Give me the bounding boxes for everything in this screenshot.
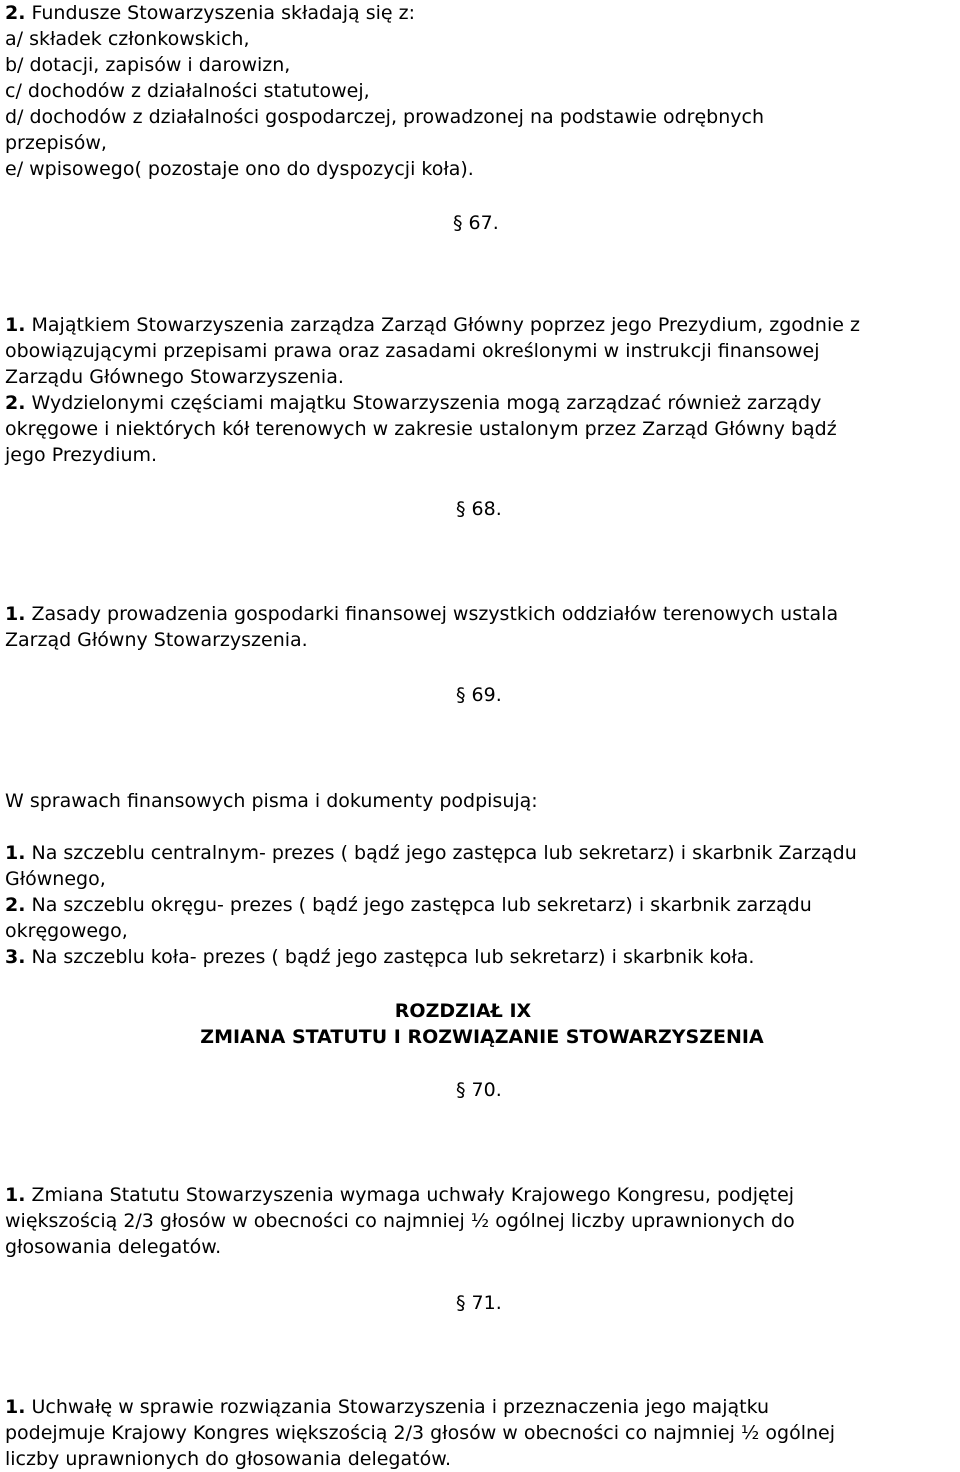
item-text: Majątkiem Stowarzyszenia zarządza Zarząd Główny poprzez jego Prezydium, zgodnie z — [31, 314, 860, 336]
p70-item-1-line: większością 2/3 głosów w obecności co najmniej ½ ogólnej liczby uprawnionych do — [5, 1210, 795, 1232]
p70-item-1-line: głosowania delegatów. — [5, 1236, 222, 1258]
item-text: Zmiana Statutu Stowarzyszenia wymaga uchwały Krajowego Kongresu, podjętej — [31, 1184, 795, 1206]
chapter-subtitle: ZMIANA STATUTU I ROZWIĄZANIE STOWARZYSZENIA — [200, 1026, 764, 1048]
section-symbol: § — [456, 1079, 466, 1101]
paragraph-heading-69 — [456, 682, 656, 708]
p68-item-1-line: Zarząd Główny Stowarzyszenia. — [5, 629, 308, 651]
item-text: Na szczeblu okręgu- prezes ( bądź jego zastępca lub sekretarz) i skarbnik zarządu — [31, 894, 812, 916]
p69-item-3-line — [5, 944, 960, 970]
item-number: 1. — [5, 603, 26, 625]
p69-item-1-line: Głównego, — [5, 868, 106, 890]
paragraph-number: 70. — [471, 1079, 502, 1101]
paragraph-number: 71. — [471, 1292, 502, 1314]
section-symbol: § — [453, 212, 463, 234]
item-number: 3. — [5, 946, 26, 968]
item-text: Zasady prowadzenia gospodarki finansowej wszystkich oddziałów terenowych ustala — [31, 603, 839, 625]
p71-item-1-line: liczby uprawnionych do głosowania delegatów. — [5, 1448, 452, 1470]
paragraph-heading-71 — [456, 1290, 656, 1316]
section-symbol: § — [456, 498, 466, 520]
p67-item-2-line: jego Prezydium. — [5, 444, 158, 466]
p69-item-1-line — [5, 840, 960, 866]
p68-item-1-line — [5, 601, 960, 627]
item-text: Uchwałę w sprawie rozwiązania Stowarzyszenia i przeznaczenia jego majątku — [31, 1396, 770, 1418]
funds-list-item: e/ wpisowego( pozostaje ono do dyspozycji koła). — [5, 158, 474, 180]
funds-list-item: c/ dochodów z działalności statutowej, — [5, 80, 370, 102]
p67-item-2-line: okręgowe i niektórych kół terenowych w zakresie ustalonym przez Zarząd Główny bądź — [5, 418, 837, 440]
paragraph-number: 67. — [468, 212, 499, 234]
funds-list-item: d/ dochodów z działalności gospodarczej, prowadzonej na podstawie odrębnych — [5, 106, 765, 128]
section-symbol: § — [456, 1292, 466, 1314]
item-number: 1. — [5, 1184, 26, 1206]
item-number: 1. — [5, 314, 26, 336]
p67-item-1-line: Zarządu Głównego Stowarzyszenia. — [5, 366, 344, 388]
paragraph-heading-67 — [453, 210, 653, 236]
section-2-intro — [5, 0, 960, 26]
item-text: Na szczeblu centralnym- prezes ( bądź jego zastępca lub sekretarz) i skarbnik Zarządu — [31, 842, 857, 864]
paragraph-heading-68 — [456, 496, 656, 522]
p69-item-2-line: okręgowego, — [5, 920, 128, 942]
item-text: Wydzielonymi częściami majątku Stowarzyszenia mogą zarządzać również zarządy — [31, 392, 822, 414]
p71-item-1-line — [5, 1394, 960, 1420]
funds-list-item: a/ składek członkowskich, — [5, 28, 250, 50]
p67-item-2-line — [5, 390, 960, 416]
p69-item-2-line — [5, 892, 960, 918]
p67-item-1-line — [5, 312, 960, 338]
p71-item-1-line: podejmuje Krajowy Kongres większością 2/3 głosów w obecności co najmniej ½ ogólnej — [5, 1422, 835, 1444]
funds-list-item: b/ dotacji, zapisów i darowizn, — [5, 54, 291, 76]
funds-list-item: przepisów, — [5, 132, 107, 154]
p67-item-1-line: obowiązującymi przepisami prawa oraz zasadami określonymi w instrukcji finansowej — [5, 340, 820, 362]
chapter-title: ROZDZIAŁ IX — [394, 1000, 532, 1022]
item-number: 1. — [5, 1396, 26, 1418]
paragraph-number: 69. — [471, 684, 502, 706]
p69-intro: W sprawach finansowych pisma i dokumenty podpisują: — [5, 790, 538, 812]
paragraph-number: 68. — [471, 498, 502, 520]
item-text: Fundusze Stowarzyszenia składają się z: — [31, 2, 415, 24]
item-number: 1. — [5, 842, 26, 864]
item-number: 2. — [5, 2, 26, 24]
paragraph-heading-70 — [456, 1077, 656, 1103]
p70-item-1-line — [5, 1182, 960, 1208]
section-symbol: § — [456, 684, 466, 706]
item-number: 2. — [5, 894, 26, 916]
item-number: 2. — [5, 392, 26, 414]
item-text: Na szczeblu koła- prezes ( bądź jego zastępca lub sekretarz) i skarbnik koła. — [31, 946, 755, 968]
